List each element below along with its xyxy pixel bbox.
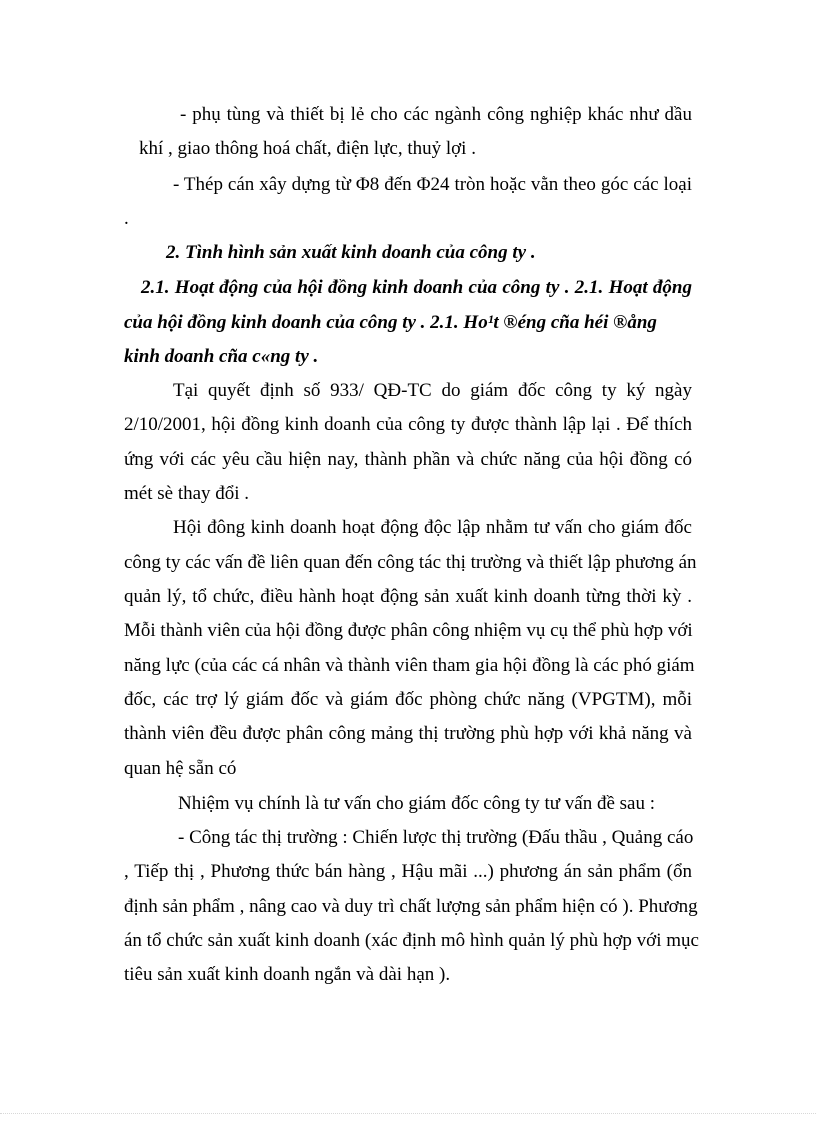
paragraph-line: ứng với các yêu cầu hiện nay, thành phần và chức năng của hội đồng có <box>124 449 692 470</box>
paragraph-line: định sản phẩm , nâng cao và duy trì chất lượng sản phẩm hiện có ). Phương <box>124 896 698 917</box>
paragraph-line: án tổ chức sản xuất kinh doanh (xác định mô hình quản lý phù hợp với mục <box>124 930 699 951</box>
paragraph-line: Tại quyết định số 933/ QĐ-TC do giám đốc công ty ký ngày <box>173 380 692 401</box>
paragraph-line: đốc, các trợ lý giám đốc và giám đốc phòng chức năng (VPGTM), mỗi <box>124 689 692 710</box>
paragraph-line: thành viên đều được phân công mảng thị trường phù hợp với khả năng và <box>124 723 692 744</box>
subsection-heading: 2.1. Hoạt động của hội đồng kinh doanh của công ty . 2.1. Hoạt động <box>141 277 692 298</box>
paragraph-line: quản lý, tổ chức, điều hành hoạt động sản xuất kinh doanh từng thời kỳ . <box>124 586 692 607</box>
paragraph-line: - Thép cán xây dựng từ Φ8 đến Φ24 tròn hoặc vằn theo góc các loại <box>173 174 692 195</box>
paragraph-line: mét sè thay đổi . <box>124 483 250 504</box>
paragraph-line: Nhiệm vụ chính là tư vấn cho giám đốc công ty tư vấn đề sau : <box>178 793 656 814</box>
subsection-heading: của hội đồng kinh doanh của công ty . 2.1. Ho¹t ®éng cña héi ®ång <box>124 312 657 333</box>
paragraph-line: - Công tác thị trường : Chiến lược thị trường (Đấu thầu , Quảng cáo <box>178 827 694 848</box>
page-divider <box>0 1113 816 1114</box>
paragraph-line: khí , giao thông hoá chất, điện lực, thuỷ lợi . <box>139 138 476 159</box>
paragraph-line: 2/10/2001, hội đồng kinh doanh của công ty được thành lập lại . Để thích <box>124 414 692 435</box>
paragraph-line: công ty các vấn đề liên quan đến công tác thị trường và thiết lập phương án <box>124 552 697 573</box>
paragraph-line: Hội đông kinh doanh hoạt động độc lập nhằm tư vấn cho giám đốc <box>173 517 692 538</box>
section-heading: 2. Tình hình sản xuất kinh doanh của công ty . <box>166 242 536 263</box>
paragraph-line: - phụ tùng và thiết bị lẻ cho các ngành công nghiệp khác như dầu <box>180 104 692 125</box>
paragraph-line: quan hệ sẵn có <box>124 758 237 779</box>
paragraph-line: năng lực (của các cá nhân và thành viên tham gia hội đồng là các phó giám <box>124 655 695 676</box>
paragraph-line: tiêu sản xuất kinh doanh ngắn và dài hạn ). <box>124 964 451 985</box>
paragraph-line: Mỗi thành viên của hội đồng được phân công nhiệm vụ cụ thể phù hợp với <box>124 620 693 641</box>
paragraph-line: . <box>124 208 129 229</box>
subsection-heading: kinh doanh cña c«ng ty . <box>124 346 319 367</box>
paragraph-line: , Tiếp thị , Phương thức bán hàng , Hậu mãi ...) phương án sản phẩm (ổn <box>124 861 692 882</box>
